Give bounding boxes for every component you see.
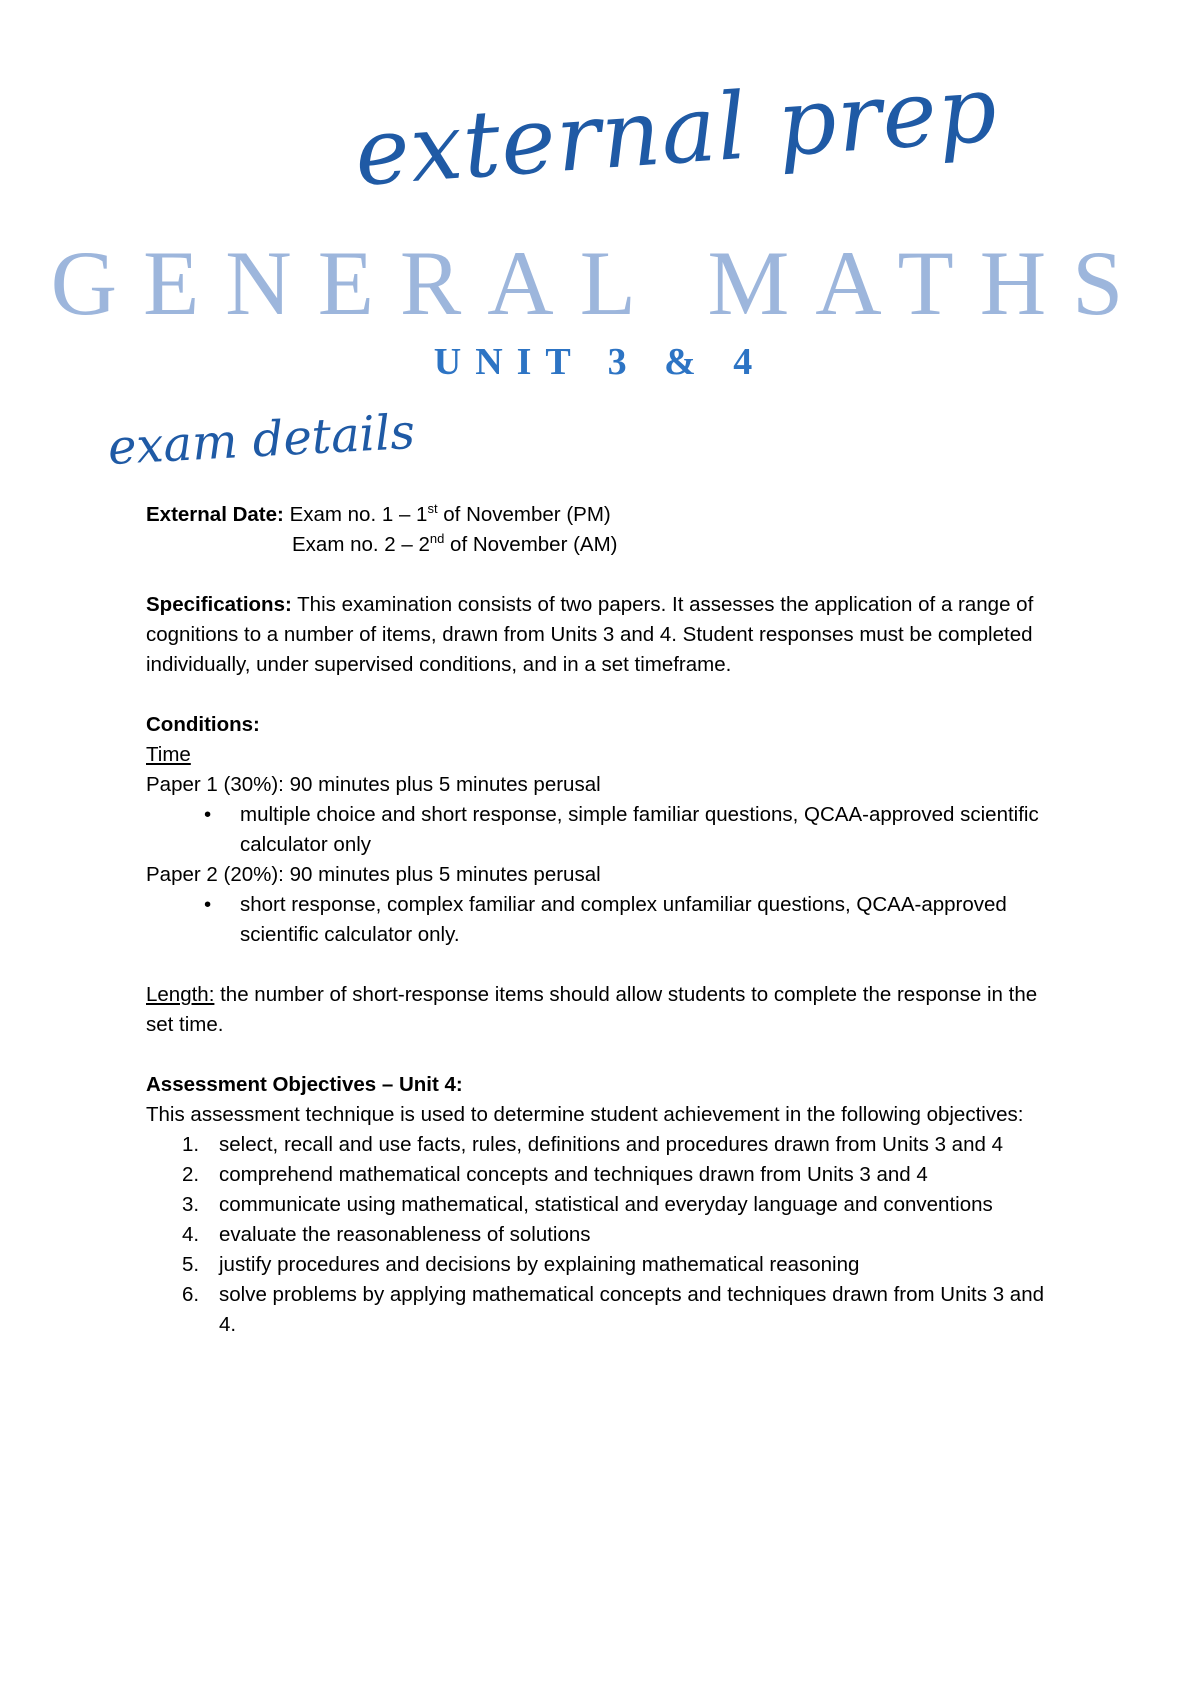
objectives-intro: This assessment technique is used to determine student achievement in the following objectives: [146,1103,1024,1126]
paper1-line: Paper 1 (30%): 90 minutes plus 5 minutes perusal [146,773,601,796]
paper2-bullets [146,890,1066,950]
paper2-line: Paper 2 (20%): 90 minutes plus 5 minutes perusal [146,863,601,886]
unit-title: UNIT 3 & 4 [433,341,767,383]
list-item: • multiple choice and short response, simple familiar questions, QCAA-approved scientific calculator only [240,800,1066,860]
external-date-line-1 [146,500,1066,530]
conditions-label: Conditions: [146,713,260,736]
time-label: Time [146,743,191,766]
specifications-text: This examination consists of two papers. It assesses the application of a range of cognitions to a number of items, drawn from Units 3 and 4. Student responses must be completed individually, under supervised conditions, and in a set timeframe. [146,593,1034,676]
list-item: • short response, complex familiar and complex unfamiliar questions, QCAA-approved scientific calculator only. [240,890,1066,950]
objectives-label: Assessment Objectives – Unit 4: [146,1073,463,1096]
length-label: Length: [146,983,215,1006]
script-title: external prep [351,55,1001,207]
exam1-text: Exam no. 1 – 1st of November (PM) [289,501,611,526]
exam2-text: Exam no. 2 – 2nd of November (AM) [292,531,618,556]
specifications-paragraph [146,590,1066,680]
specifications-label: Specifications: [146,593,292,616]
list-item: 5. justify procedures and decisions by explaining mathematical reasoning [182,1253,860,1276]
main-title: GENERAL MATHS [50,232,1150,334]
list-item: 4. evaluate the reasonableness of solutions [182,1223,591,1246]
objectives-list [146,1130,1066,1340]
external-date-line-2 [146,530,1066,560]
section-heading-exam-details: exam details [106,403,417,476]
bullet-icon: • [204,803,212,826]
length-text: the number of short-response items should allow students to complete the response in the set time. [146,983,1038,1036]
paper1-bullets [146,800,1066,860]
external-date-label: External Date: [146,503,284,526]
length-paragraph [146,980,1066,1040]
list-item: 3. communicate using mathematical, statistical and everyday language and conventions [182,1193,993,1216]
list-item: 1. select, recall and use facts, rules, definitions and procedures drawn from Units 3 and 4 [182,1133,1003,1156]
document-body [146,500,1066,1340]
bullet-icon: • [204,893,212,916]
list-item: 2. comprehend mathematical concepts and techniques drawn from Units 3 and 4 [182,1163,928,1186]
list-item: 6. solve problems by applying mathematical concepts and techniques drawn from Units 3 and 4. [182,1283,1044,1336]
